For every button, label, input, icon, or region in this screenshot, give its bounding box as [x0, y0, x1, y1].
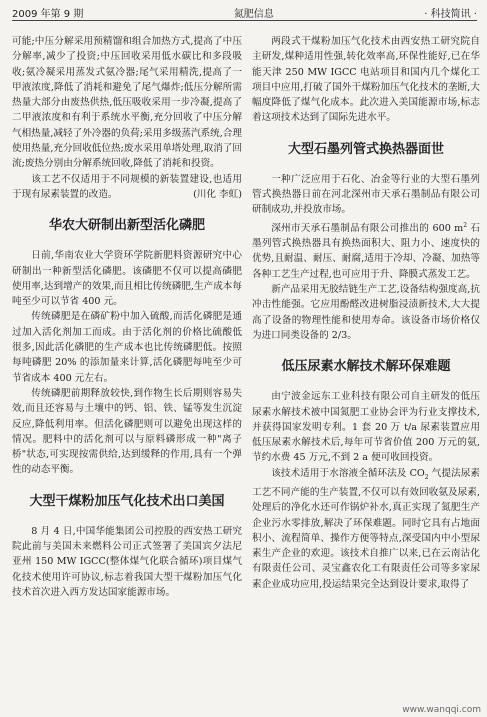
article-title: 大型石墨列管式换热器面世: [287, 141, 444, 157]
paragraph: [12, 172, 242, 203]
paragraph: [252, 218, 480, 282]
page-header: [12, 4, 477, 21]
paragraph: 8 月 4 日,中国华能集团公司控股的西安热工研究院此前与美国未来燃料公司正式签署了美国宾夕法尼亚州 150 MW IGCC(整体煤气化联合循环)项目煤气化技术使用许可协议,标志着我国大型干煤粉加压气化技术首次进入西方发达国家能源市场。: [12, 525, 242, 598]
paragraph-text: 深州市天承石墨制品有限公司推出的 600 m: [271, 222, 464, 234]
article-title: 华农大研制出新型活化磷肥: [48, 218, 205, 234]
paragraph: 可能;中压分解采用预精馏和组合加热方式,提高了中压分解率,减少了投资;中压回收采用低水碳比和多段吸收;氨冷凝采用蒸发式氨冷器;尾气采用精洗,提高了一甲液浓度,降低了消耗和避免了尾气爆炸;低压分解所需热量大部分由废热供热,低压吸收采用一步冷凝,提高了二甲液浓度和有利于系统水平衡,充分回收了中压分解气相热量,减轻了外冷器的负荷;采用多级蒸汽系统,合理使用热量,充分回收低位热;废水采用单塔处理,取消了回流;废热分别由分解系统回收,降低了消耗和投资。: [12, 36, 242, 170]
left-column: [12, 34, 242, 704]
paragraph: [252, 466, 480, 592]
paragraph-text: 石墨列管式换热器具有换热面积大、阻力小、速度快的优势,且耐温、耐压、耐腐,适用于冷却、冷凝、加热等各种工艺生产过程,也可应用于升、降膜式蒸发工艺。: [252, 222, 480, 280]
section-label: · 科技简讯 ·: [424, 8, 477, 20]
issue-label: 2009 年第 9 期: [12, 8, 84, 20]
paragraph: 日前,华南农业大学资环学院新肥料资源研究中心研制出一种新型活化磷肥。该磷肥不仅可以提高磷肥使用率,达到增产的效果,而且相比传统磷肥,生产成本每吨至少可以节省 400 元。: [12, 250, 242, 308]
author-credit: (川化 李虹): [193, 188, 242, 200]
paragraph-text: 该技术适用于水溶液全循环法及 CO: [271, 467, 425, 479]
paragraph: 一种广泛应用于石化、冶金等行业的大型石墨列管式换热器日前在河北深州市天承石墨制品有限公司研制成功,并投放市场。: [252, 173, 480, 216]
superscript: 2: [463, 221, 468, 229]
right-column: [252, 34, 480, 704]
paragraph-text: 该工艺不仅适用于不同规模的新装置建设,也适用于现有尿素装置的改造。: [12, 173, 242, 200]
paragraph: 传统磷肥前期释放较快,到作物生长后期则容易失效,而且还容易与土壤中的钙、铝、铁、锰等发生沉淀反应,降低利用率。但活化磷肥则可以避免出现这样的情况。肥料中的活化剂可以与原料磷形成一种"离子桥"状态,可实现按需供给,达到缓释的作用,具有一个弹性的动态平衡。: [12, 387, 242, 476]
subscript: 2: [424, 473, 429, 481]
article-title: 大型干煤粉加压气化技术出口美国: [29, 493, 225, 509]
paragraph: 两段式干煤粉加压气化技术由西安热工研究院自主研发,煤种适用性强,转化效率高,环保性能好,已在华能天津 250 MW IGCC 电站项目和国内几个煤化工项目中应用,打破了国外干煤粉加压气化技术的垄断,大幅度降低了煤气化成本。此次进入美国能源市场,标志着这项技术达到了国际先进水平。: [252, 36, 480, 124]
paragraph: 传统磷肥是在磷矿粉中加入硫酸,而活化磷肥是通过加入活化剂加工而成。由于活化剂的价格比硫酸低很多,因此活化磷肥的生产成本也比传统磷肥低。按照每吨磷肥 20% 的添加量来计算,活化磷肥每吨至少可节省成本 400 元左右。: [12, 311, 242, 384]
paragraph-text: 气提法尿素工艺不同产能的生产装置,不仅可以有效回收氨及尿素,处理后的净化水还可作锅炉补水,真正实现了氮肥生产企业污水零排放,解决了环保难题。同时它具有占地面积小、流程简单、操作方便等特点,深受国内中小型尿素生产企业的欢迎。该技术自推广以来,已在云南沾化有限责任公司、灵宝鑫农化工有限责任公司等多家尿素企业成功应用,投运结果完全达到设计要求,取得了: [252, 467, 480, 590]
journal-title: 氮肥信息: [233, 8, 274, 20]
paragraph: 由宁波金远东工业科技有限公司自主研发的低压尿素水解技术被中国氮肥工业协会评为行业支撑技术,并获得国家发明专利。1 套 20 万 t/a 尿素装置应用低压尿素水解技术后,每年可节省价值 200 万元的氨,节约水费 45 万元,不到 2 a 便可收回投资。: [252, 391, 480, 464]
watermark: www.wanqqi.com: [402, 705, 481, 715]
paragraph: 新产品采用无胶结链生产工艺,设备结构强度高,抗冲击性能强。它应用酚醛改进树脂浸渍新技术,大大提高了设备的物理性能和使用寿命。该设备市场价格仅为进口同类设备的 2/3。: [252, 284, 480, 341]
article-title: 低压尿素水解技术解环保难题: [281, 359, 451, 375]
